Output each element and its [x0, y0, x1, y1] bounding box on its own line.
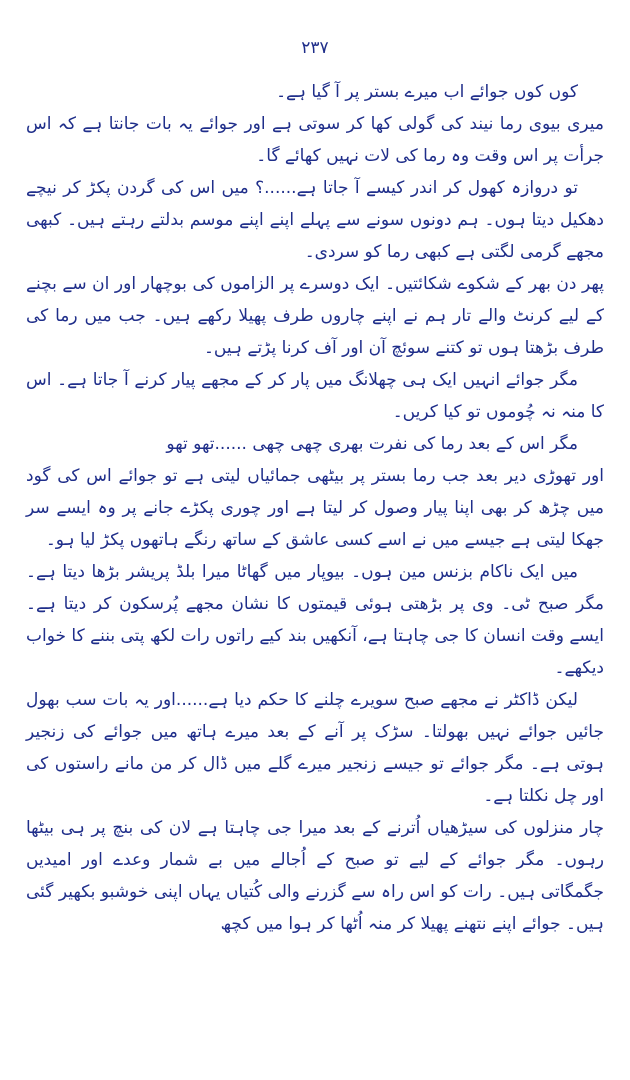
paragraph: پھر دن بھر کے شکوے شکائتیں۔ ایک دوسرے پر الزاموں کی بوچھار اور ان سے بچنے کے لیے کرنٹ والے تار ہم نے اپنے چاروں طرف پھیلا رکھے ہیں۔ جب میں رما کی طرف بڑھتا ہوں تو کتنے سوئچ آن اور آف کرنا پڑتے ہیں۔ — [26, 274, 604, 358]
paragraph: میری بیوی رما نیند کی گولی کھا کر سوتی ہے اور جوائے یہ بات جانتا ہے کہ اس جرأت پر اس وقت وہ رما کی لات نہیں کھائے گا۔ — [26, 114, 604, 166]
paragraph: لیکن ڈاکٹر نے مجھے صبح سویرے چلنے کا حکم دیا ہے......اور یہ بات سب بھول جائیں جوائے نہیں بھولتا۔ سڑک پر آنے کے بعد میرے ہاتھ میں جوائے کی زنجیر ہوتی ہے۔ مگر جوائے تو جیسے زنجیر میرے گلے میں ڈال کر من مانے راستوں کی اور چل نکلتا ہے۔ — [26, 690, 604, 806]
paragraph: مگر جوائے انہیں ایک ہی چھلانگ میں پار کر کے مجھے پیار کرنے آ جاتا ہے۔ اس کا منہ نہ چُوموں تو کیا کریں۔ — [26, 370, 604, 422]
body-text — [26, 76, 604, 940]
paragraph: مگر اس کے بعد رما کی نفرت بھری چھی چھی ......تھو تھو — [166, 434, 578, 454]
paragraph: کوں کوں جوائے اب میرے بستر پر آ گیا ہے۔ — [276, 82, 578, 102]
paragraph: اور تھوڑی دیر بعد جب رما بستر پر بیٹھی جمائیاں لیتی ہے تو جوائے اس کی گود میں چڑھ کر بھی اپنا پیار وصول کر لیتا ہے اور چوری پکڑے جانے پر وہ ایسے سر جھکا لیتی ہے جیسے میں نے اسے کسی عاشق کے ساتھ رنگے ہاتھوں پکڑ لیا ہو۔ — [26, 466, 604, 550]
paragraph: میں ایک ناکام بزنس مین ہوں۔ بیوپار میں گھاٹا میرا بلڈ پریشر بڑھا دیتا ہے۔ مگر صبح ٹی۔ وی پر بڑھتی ہوئی قیمتوں کا نشان مجھے پُرسکون کر دیتا ہے۔ ایسے وقت انسان کا جی چاہتا ہے، آنکھیں بند کیے راتوں رات لکھ پتی بننے کا خواب دیکھے۔ — [26, 562, 604, 678]
page-number: ۲۳۷ — [301, 38, 329, 58]
paragraph: چار منزلوں کی سیڑھیاں اُترنے کے بعد میرا جی چاہتا ہے لان کی بنچ پر ہی بیٹھا رہوں۔ مگر جوائے کے لیے تو صبح کے اُجالے میں بے شمار وعدے اور امیدیں جگمگاتی ہیں۔ رات کو اس راہ سے گزرنے والی کُتیاں یہاں اپنی خوشبو بکھیر گئی ہیں۔ جوائے اپنے نتھنے پھیلا کر منہ اُٹھا کر ہوا میں کچھ — [26, 818, 604, 934]
paragraph: تو دروازہ کھول کر اندر کیسے آ جاتا ہے......؟ میں اس کی گردن پکڑ کر نیچے دھکیل دیتا ہوں۔ ہم دونوں سونے سے پہلے اپنے اپنے موسم بدلتے رہتے ہیں۔ کبھی مجھے گرمی لگتی ہے کبھی رما کو سردی۔ — [26, 178, 604, 262]
